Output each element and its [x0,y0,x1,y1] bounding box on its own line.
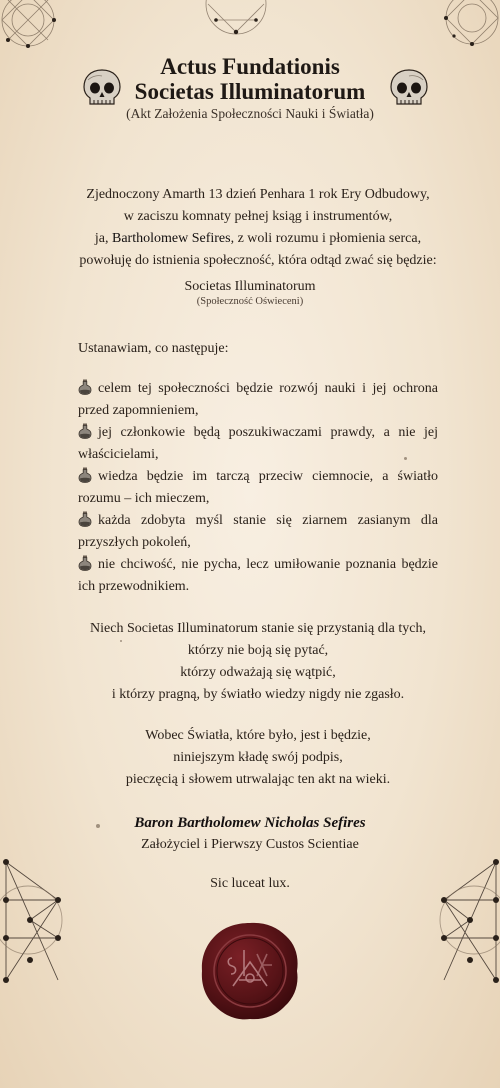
paragraph-line: którzy nie boją się pytać, [187,643,329,658]
society-heading [0,278,500,308]
list-item-text: wiedza będzie im tarczą przeciw ciemnocie, a światło rozumu – ich mieczem, [78,469,438,506]
establish-label: Ustanawiam, co następuje: [78,341,229,356]
paragraph-line: niniejszym kładę swój podpis, [173,750,343,765]
list-item-text: nie chciwość, nie pycha, lecz umiłowanie poznania będzie ich przewodnikiem. [78,557,438,594]
list-item-text: każda zdobyta myśl stanie się ziarnem zasianym dla przyszłych pokoleń, [78,513,438,550]
paragraph-line: którzy odważają się wątpić, [180,665,336,680]
signature-role: Założyciel i Pierwszy Custos Scientiae [141,837,359,852]
title-line-1: Actus Fundationis [160,54,340,79]
signature-name: Baron Bartholomew Nicholas Sefires [134,815,366,831]
intro-line: Zjednoczony Amarth 13 dzień Penhara 1 rok Ery Odbudowy, [86,187,430,202]
potion-flask-icon [78,379,92,395]
signature-block [0,812,500,856]
intro-line: w zaciszu komnaty pełnej ksiąg i instrumentów, [123,209,393,224]
list-item [78,554,438,598]
paragraph-line: i którzy pragną, by światło wiedzy nigdy nie zgasło. [111,687,405,702]
paragraph-line: Niech Societas Illuminatorum stanie się przystanią dla tych, [90,621,426,636]
paragraph-line: pieczęcią i słowem utrwalając ten akt na wieki. [125,772,391,787]
sacred-geometry-icon [0,852,64,988]
potion-flask-icon [78,467,92,483]
wax-seal-icon [199,920,301,1022]
list-item-text: jej członkowie będą poszukiwaczami prawdy, a nie jej właścicielami, [78,425,438,462]
potion-flask-icon [78,423,92,439]
intro-line [78,228,438,250]
sacred-geometry-icon [200,0,272,40]
potion-flask-icon [78,511,92,527]
paragraph-line: Wobec Światła, które było, jest i będzie, [145,728,371,743]
list-item [78,378,438,422]
ink-spot [404,457,407,460]
title-line-2: Societas Illuminatorum [134,79,366,104]
society-name: Societas Illuminatorum [184,279,316,294]
list-item [78,510,438,554]
oath-paragraph [78,725,438,791]
intro-paragraph [78,184,438,272]
ink-spot [120,640,122,642]
intro-text: ja, [94,231,112,246]
list-item [78,422,438,466]
potion-flask-icon [78,555,92,571]
haven-paragraph [78,618,438,706]
list-item-text: celem tej społeczności będzie rozwój nauki i jej ochrona przed zapomnieniem, [78,381,438,418]
society-translation: (Społeczność Oświeceni) [196,296,304,307]
intro-line: powołuję do istnienia społeczność, która odtąd zwać się będzie: [79,253,437,268]
intro-text: , z woli rozumu i płomienia serca, [230,231,422,246]
founder-name: Bartholomew Sefires [112,231,231,246]
ink-spot [96,824,100,828]
motto: Sic luceat lux. [210,876,290,891]
document-title [0,54,500,104]
list-item [78,466,438,510]
document-subtitle: (Akt Założenia Społeczności Nauki i Światła) [126,106,374,121]
document-header [0,54,500,122]
sacred-geometry-icon [438,852,500,988]
provisions-list [78,378,438,598]
